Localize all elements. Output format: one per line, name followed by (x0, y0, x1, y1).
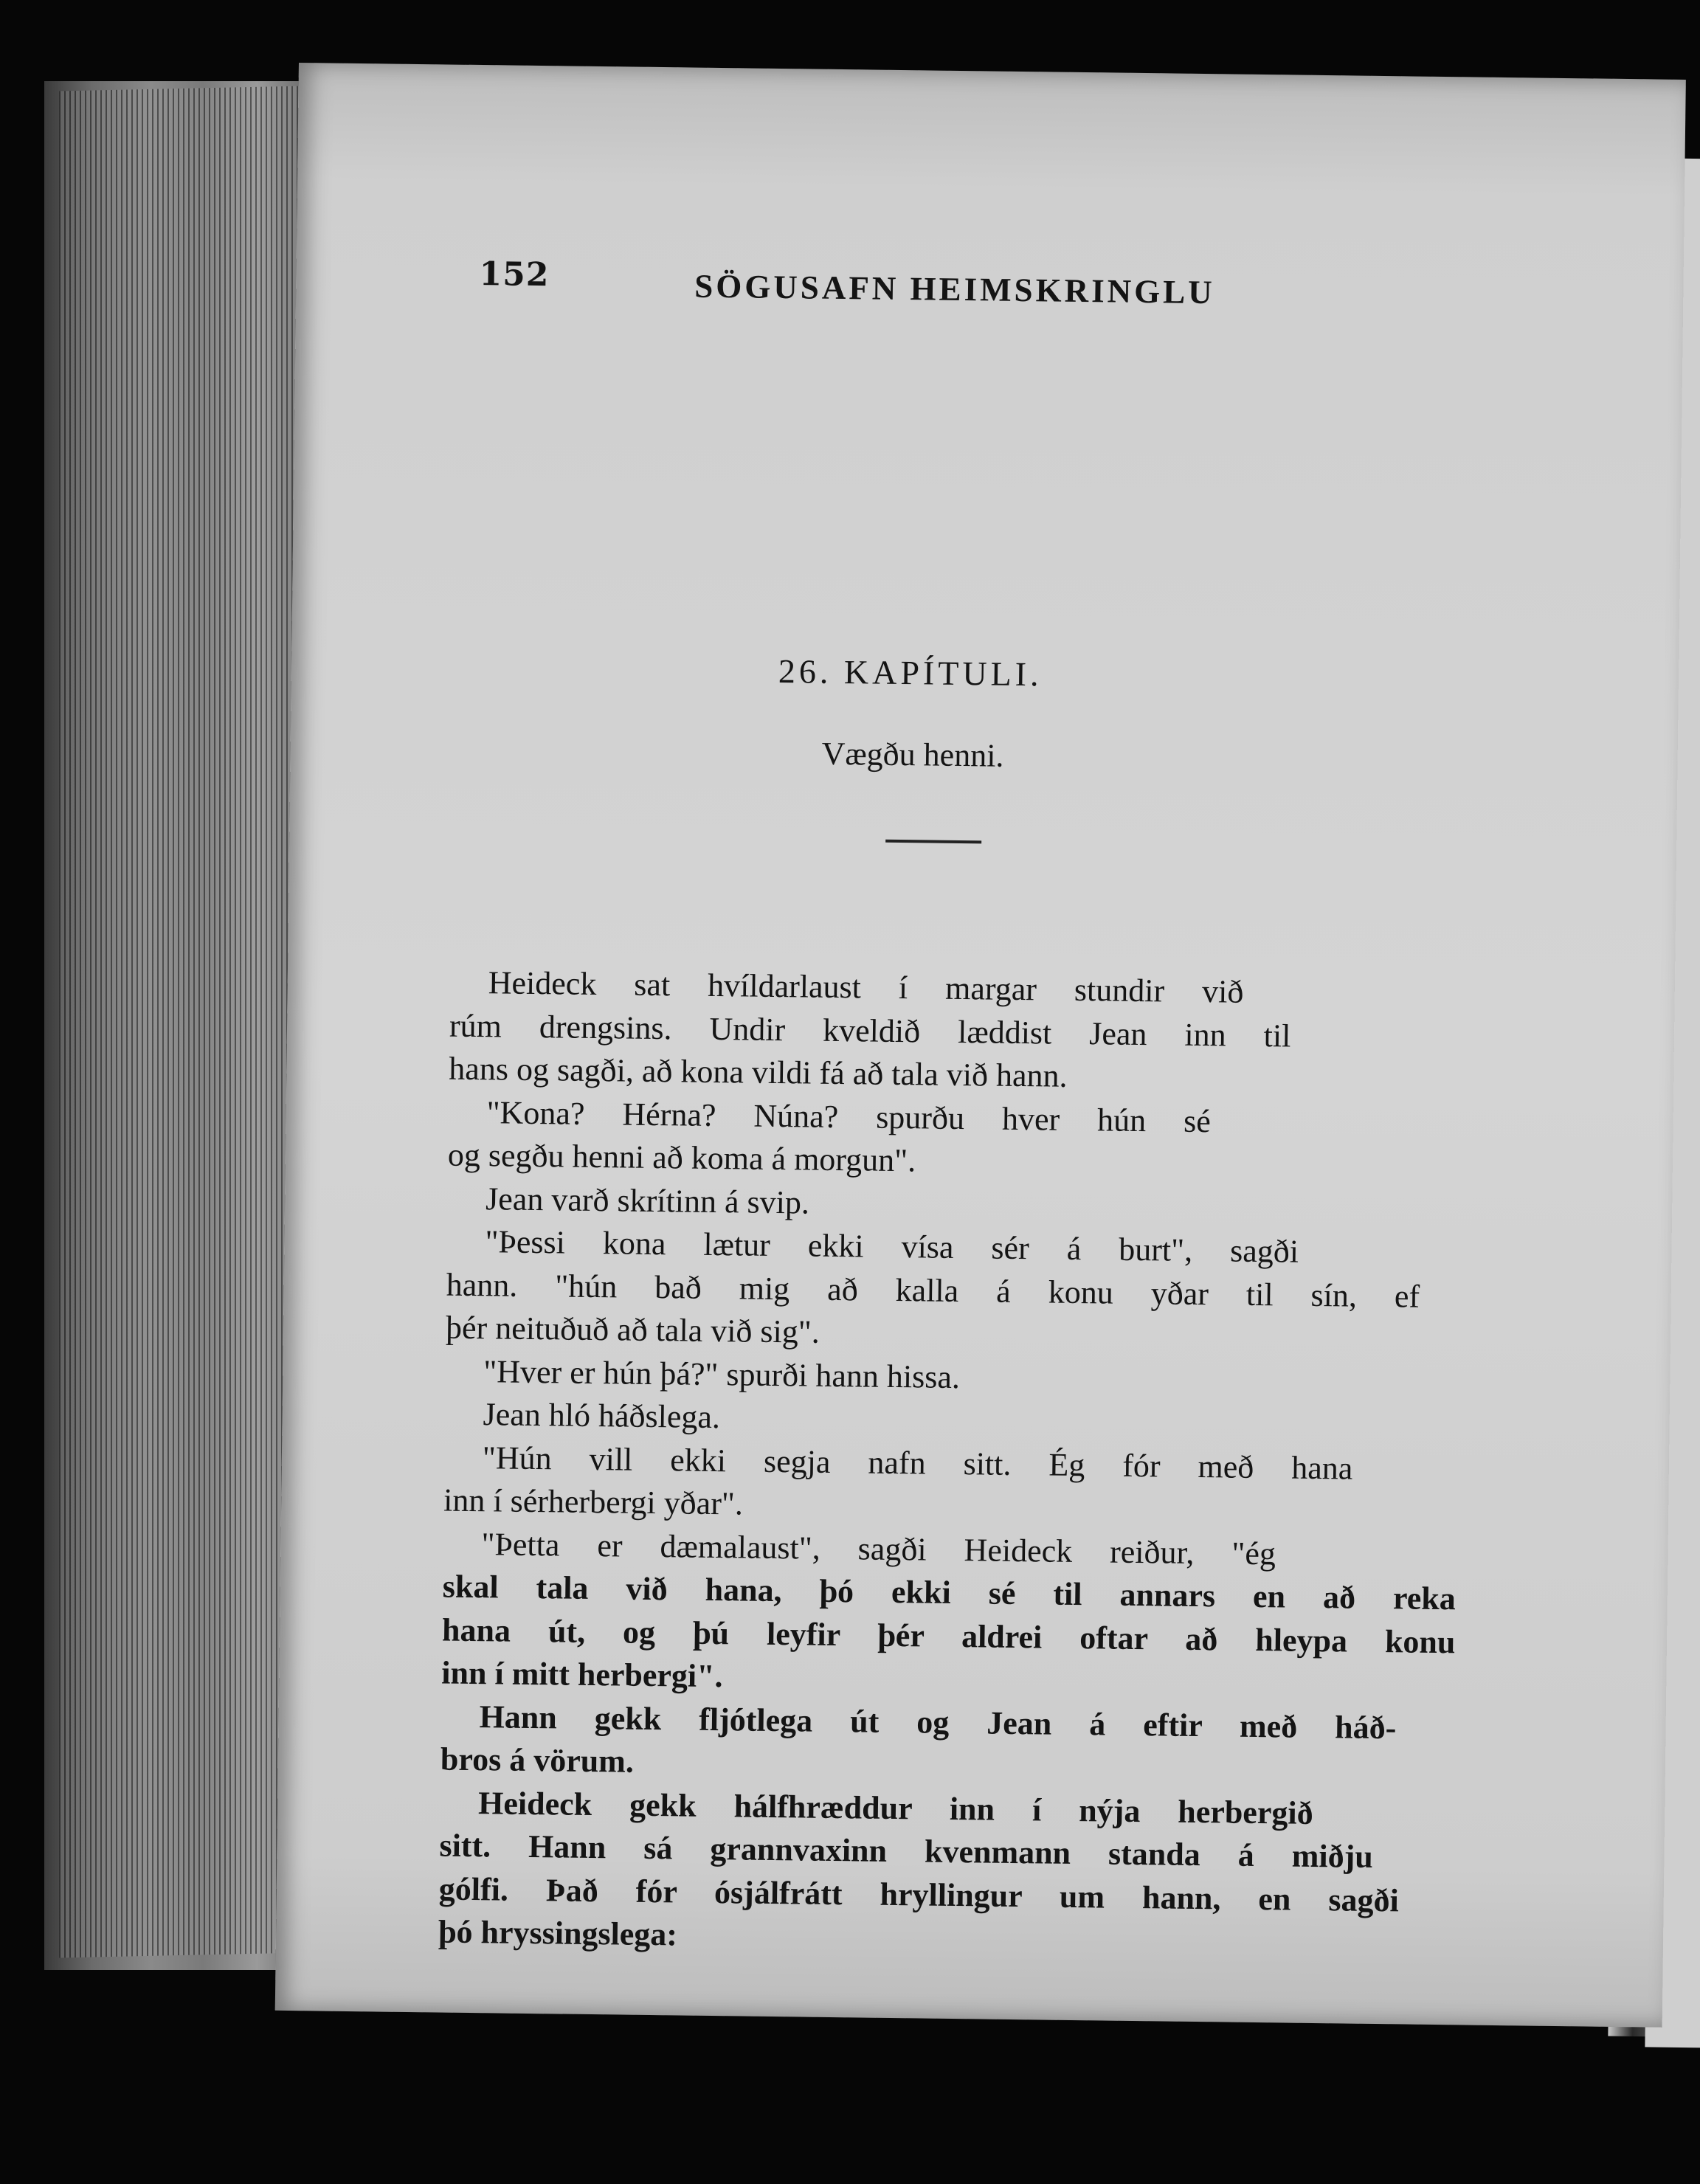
running-head: SÖGUSAFN HEIMSKRINGLU (694, 267, 1215, 311)
body-line: Heideck gekk hálfhræddur inn í nýja herbergið (477, 1784, 1313, 1831)
body-line: Jean varð skrítinn á svip. (485, 1180, 810, 1221)
body-line: hana út, og þú leyfir þér aldrei oftar að hleypa konu (441, 1611, 1456, 1660)
body-line: skal tala við hana, þó ekki sé til annars en að reka (442, 1568, 1457, 1617)
book-page (275, 63, 1686, 2028)
page-text (275, 63, 1686, 2028)
body-line: og segðu henni að koma á morgun". (447, 1136, 916, 1179)
body-line: Heideck sat hvíldarlaust í margar stundir við (488, 964, 1244, 1010)
body-line: "Þessi kona lætur ekki vísa sér á burt", sagði (485, 1223, 1299, 1270)
body-line: inn í mitt herbergi". (441, 1654, 723, 1695)
body-line: hann. "hún bað mig að kalla á konu yðar til sín, ef (446, 1266, 1420, 1315)
body-line: Hann gekk fljótlega út og Jean á eftir með háð- (479, 1698, 1397, 1746)
page-number: 152 (479, 255, 550, 294)
body-line: sitt. Hann sá grannvaxinn kvenmann standa á miðju (439, 1827, 1374, 1875)
body-line: rúm drengsins. Undir kveldið læddist Jean inn til (449, 1007, 1291, 1054)
body-line: "Hún vill ekki segja nafn sitt. Ég fór með hana (482, 1439, 1353, 1487)
body-line: þó hryssingslega: (438, 1913, 678, 1953)
body-line: inn í sérherbergi yðar". (443, 1482, 744, 1522)
body-line: "Þetta er dæmalaust", sagði Heideck reiður, "ég (481, 1525, 1276, 1572)
body-line: Jean hló háðslega. (483, 1396, 721, 1436)
body-line: gólfi. Það fór ósjálfrátt hryllingur um hann, en sagði (438, 1870, 1400, 1918)
chapter-subtitle: Vægðu henni. (821, 735, 1004, 774)
body-line: "Hver er hún þá?" spurði hann hissa. (483, 1352, 961, 1395)
section-rule (885, 840, 981, 844)
chapter-title: 26. KAPÍTULI. (778, 652, 1043, 694)
body-line: "Kona? Hérna? Núna? spurðu hver hún sé (486, 1093, 1212, 1139)
body-line: þér neituðuð að tala við sig". (445, 1309, 820, 1350)
body-line: bros á vörum. (440, 1741, 635, 1780)
page-edges (59, 86, 303, 1958)
body-line: hans og sagði, að kona vildi fá að tala við hann. (449, 1050, 1068, 1094)
